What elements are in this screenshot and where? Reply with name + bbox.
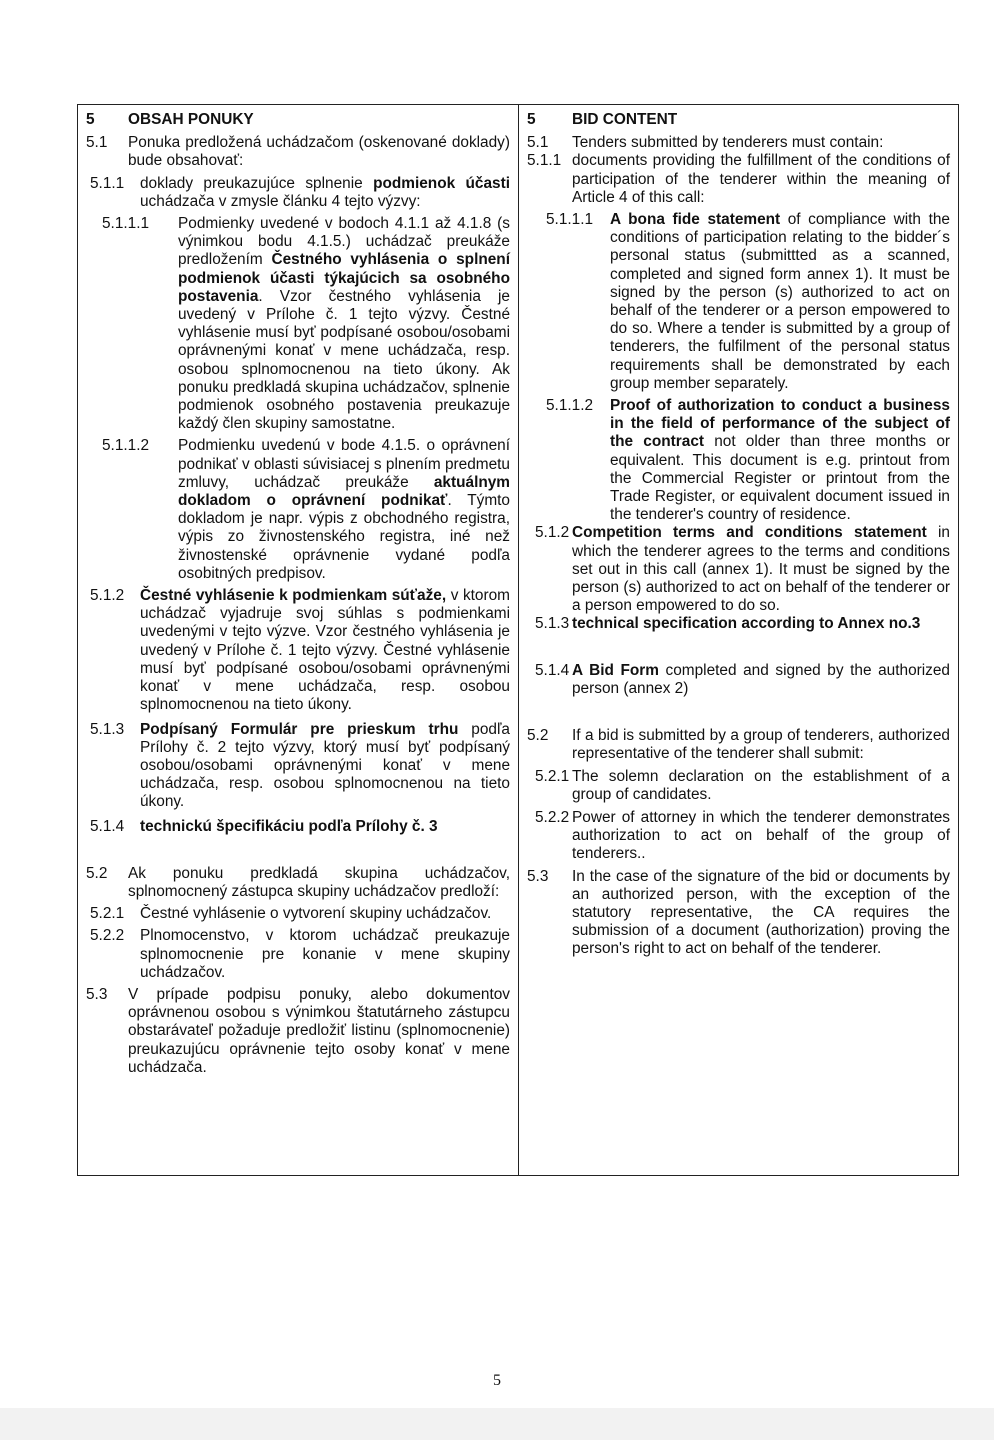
paragraph-text: of compliance with the conditions of participation relating to the bidder´s personal status (submittted as a scanned, completed and signed form annex 1). It must be signed by the person (s) authorized to act on behalf of the tenderer or a person empowered to do so. Where a tender is submitted by a group of tenderers, the fulfilment of the personal status requirements shall be demonstrated by each group member separately. <box>610 211 950 392</box>
paragraph-5-2-2-sk <box>86 927 510 982</box>
paragraph-number: 5.1.4 <box>90 817 125 835</box>
paragraph-bold-text: A bona fide statement <box>610 211 781 229</box>
paragraph-bold-text: technical specification according to Annex no.3 <box>572 615 921 633</box>
paragraph-5-1-4-sk <box>86 818 510 836</box>
paragraph-text: . Týmto dokladom je napr. výpis z obchodného registra, výpis zo živnostenského registra, iné než živnostenské oprávnenie vydané podľa osobitných predpisov. <box>178 492 510 582</box>
paragraph-text: . Vzor čestného vyhlásenia je uvedený v Prílohe č. 1 tejto výzvy. Čestné vyhlásenie musí byť podpísané osobou/osobami oprávnenými konať v mene uchádzača, resp. osobou splnomocnenou na tieto úkony. Ak ponuku predkladá skupina uchádzačov, splnenie podmienok osobného postavenia preukazuje každý člen skupiny samostatne. <box>178 287 510 433</box>
paragraph-5-1-2-en <box>527 524 950 615</box>
paragraph-number: 5.2.1 <box>90 905 125 923</box>
paragraph-text: Plnomocenstvo, v ktorom uchádzač preukazuje splnomocnenie pre konanie v mene skupiny uchádzačov. <box>140 927 510 981</box>
paragraph-number: 5.1.3 <box>90 720 125 738</box>
paragraph-text: v ktorom uchádzač vyjadruje svoj súhlas s podmienkami uvedenými v tejto výzve. Vzor čestného vyhlásenia je uvedený v Prílohe č. 1 tejto výzvy. Čestné vyhlásenie musí byť podpísané osobou/osobami oprávnenými konať v mene uchádzača, resp. osobou splnomocnenou na tieto úkony. <box>140 587 510 714</box>
section-heading-en <box>527 111 950 129</box>
paragraph-5-3-en <box>527 868 950 959</box>
paragraph-number: 5.1.1.2 <box>102 437 150 455</box>
paragraph-number: 5.3 <box>86 985 108 1003</box>
paragraph-bold-text: Podpísaný Formulár pre prieskum trhu <box>140 720 459 738</box>
paragraph-number: 5.1 <box>527 134 549 152</box>
paragraph-bold-text: Competition terms and conditions statement <box>572 524 927 542</box>
paragraph-5-1-2-sk <box>86 587 510 714</box>
paragraph-5-2-2-en <box>527 809 950 864</box>
paragraph-text: Podmienky uvedené v bodoch 4.1.1 až 4.1.8 (s výnimkou bodu 4.1.5.) uchádzač preukáže predložením <box>178 215 510 269</box>
paragraph-number: 5.2 <box>86 864 108 882</box>
paragraph-number: 5.1.2 <box>535 524 570 542</box>
paragraph-bold-text: technickú špecifikáciu podľa Prílohy č. 3 <box>140 817 438 835</box>
slovak-column <box>78 105 519 1175</box>
paragraph-5-1-1-2-sk <box>86 437 510 583</box>
section-heading-sk <box>86 111 510 129</box>
section-number: 5 <box>527 111 536 128</box>
section-number: 5 <box>86 111 95 128</box>
paragraph-number: 5.1.3 <box>535 615 570 633</box>
paragraph-5-2-1-en <box>527 768 950 804</box>
paragraph-5-3-sk <box>86 986 510 1077</box>
paragraph-bold-text: aktuálnym dokladom o oprávnení podnikať <box>178 473 510 510</box>
paragraph-text: uchádzača v zmysle článku 4 tejto výzvy: <box>140 192 421 210</box>
paragraph-5-1-1-en <box>527 152 950 207</box>
paragraph-number: 5.2.1 <box>535 767 570 785</box>
paragraph-number: 5.2 <box>527 727 549 745</box>
paragraph-bold-text: podmienok účasti <box>373 174 511 192</box>
paragraph-text: Podmienku uvedenú v bode 4.1.5. o oprávnení podnikať v oblasti súvisiacej s plnením predmetu zmluvy, uchádzač preukáže <box>178 437 510 491</box>
paragraph-5-1-1-2-en <box>527 397 950 524</box>
paragraph-bold-text: Proof of authorization to conduct a business in the field of performance of the subject of the contract <box>610 397 950 451</box>
paragraph-text: Power of attorney in which the tenderer demonstrates authorization to act on behalf of the group of tenderers.. <box>572 808 950 863</box>
paragraph-text: podľa Prílohy č. 2 tejto výzvy, ktorý musí byť podpísaný osobou/osobami oprávnenými konať v mene uchádzača, resp. osobou splnomocnenou na tieto úkony. <box>140 720 510 811</box>
paragraph-number: 5.1 <box>86 134 108 152</box>
paragraph-text: in which the tenderer agrees to the terms and conditions set out in this call (annex 1). It must be signed by the person (s) authorized to act on behalf of the tenderer or a person empowered to do so. <box>572 524 950 615</box>
paragraph-number: 5.2.2 <box>535 808 570 826</box>
paragraph-text: The solemn declaration on the establishment of a group of candidates. <box>572 767 950 803</box>
page-bottom-margin <box>0 1408 994 1440</box>
english-column <box>519 105 958 1175</box>
section-title: OBSAH PONUKY <box>128 111 254 128</box>
paragraph-5-1-1-1-en <box>527 211 950 393</box>
paragraph-number: 5.3 <box>527 867 549 885</box>
paragraph-bold-text: Čestného vyhlásenia o splnení podmienok účasti týkajúcich sa osobného postavenia <box>178 251 510 305</box>
section-title: BID CONTENT <box>572 111 678 128</box>
paragraph-number: 5.1.1 <box>90 174 125 192</box>
paragraph-text: not older than three months or equivalent. This document is e.g. printout from the Commercial Register or printout from the Trade Register, or equivalent document issued in the tenderer's country of residence. <box>610 433 950 524</box>
paragraph-text: V prípade podpisu ponuky, alebo dokumentov oprávnenou osobou s výnimkou štatutárneho zástupcu obstarávateľ požaduje predložiť listinu (splnomocnenie) preukazujúcu oprávnenie tejto osoby konať v mene uchádzača. <box>128 985 510 1076</box>
paragraph-text: Čestné vyhlásenie o vytvorení skupiny uchádzačov. <box>140 905 492 923</box>
paragraph-text: documents providing the fulfillment of the conditions of participation of the tenderer within the meaning of Article 4 of this call: <box>572 152 950 206</box>
paragraph-bold-text: A Bid Form <box>572 661 659 679</box>
paragraph-text: In the case of the signature of the bid or documents by an authorized person, with the exception of the statutory representative, the CA requires the submission of a document (authorization) proving the person's right to act on behalf of the tenderer. <box>572 867 950 958</box>
paragraph-number: 5.1.1 <box>527 152 562 170</box>
paragraph-5-1-1-1-sk <box>86 215 510 433</box>
paragraph-5-1-sk <box>86 134 510 170</box>
paragraph-5-1-3-sk <box>86 721 510 812</box>
paragraph-text: doklady preukazujúce splnenie <box>140 174 374 192</box>
paragraph-number: 5.1.4 <box>535 661 570 679</box>
paragraph-number: 5.1.2 <box>90 587 125 605</box>
paragraph-text: Ak ponuku predkladá skupina uchádzačov, splnomocnený zástupca skupiny uchádzačov predloží: <box>128 864 510 900</box>
bilingual-table <box>77 104 959 1176</box>
paragraph-5-1-3-en <box>527 615 950 633</box>
page-number: 5 <box>493 1372 501 1389</box>
paragraph-text: Tenders submitted by tenderers must contain: <box>572 134 884 152</box>
paragraph-number: 5.1.1.1 <box>102 215 150 233</box>
paragraph-bold-text: Čestné vyhlásenie k podmienkam súťaže, <box>140 587 447 605</box>
paragraph-5-2-sk <box>86 865 510 901</box>
paragraph-5-1-4-en <box>527 662 950 698</box>
paragraph-5-1-en <box>527 134 950 152</box>
paragraph-5-2-en <box>527 727 950 763</box>
paragraph-text: Ponuka predložená uchádzačom (oskenované doklady) bude obsahovať: <box>128 134 510 170</box>
paragraph-number: 5.1.1.1 <box>546 211 594 229</box>
paragraph-5-2-1-sk <box>86 905 510 923</box>
paragraph-text: completed and signed by the authorized person (annex 2) <box>572 661 950 697</box>
paragraph-text: If a bid is submitted by a group of tenderers, authorized representative of the tenderer shall submit: <box>572 727 950 763</box>
paragraph-number: 5.2.2 <box>90 927 125 945</box>
paragraph-number: 5.1.1.2 <box>546 397 594 415</box>
paragraph-5-1-1-sk <box>86 175 510 211</box>
